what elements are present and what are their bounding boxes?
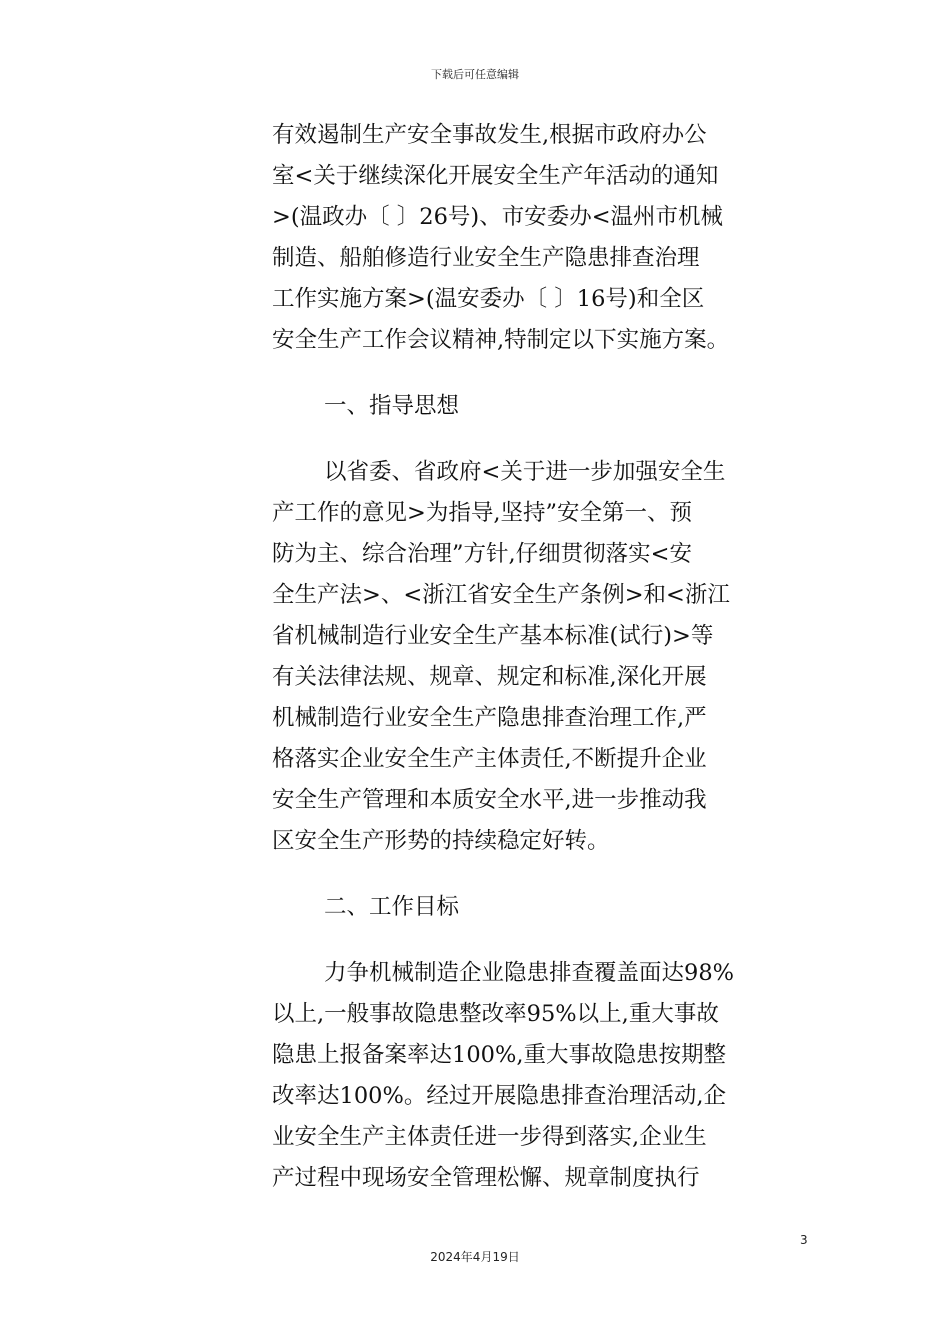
text-line: 工作实施方案>(温安委办〔 〕16号)和全区	[272, 286, 705, 312]
text-line: 防为主、综合治理”方针,仔细贯彻落实<安	[272, 541, 693, 567]
section-heading-guiding-thought: 一、指导思想	[324, 393, 460, 419]
section-heading-work-goals: 二、工作目标	[324, 894, 460, 920]
text-line: 有关法律法规、规章、规定和标准,深化开展	[272, 664, 707, 690]
text-line: 安全生产管理和本质安全水平,进一步推动我	[272, 787, 707, 813]
footer-date: 2024年4月19日	[430, 1250, 520, 1264]
text-line: 安全生产工作会议精神,特制定以下实施方案。	[272, 327, 730, 353]
text-line: 格落实企业安全生产主体责任,不断提升企业	[272, 746, 707, 772]
text-line: 全生产法>、<浙江省安全生产条例>和<浙江	[272, 582, 730, 608]
page-number: 3	[800, 1233, 808, 1247]
document-body	[272, 115, 742, 1199]
text-line: 省机械制造行业安全生产基本标准(试行)>等	[272, 623, 714, 649]
text-line: 以上,一般事故隐患整改率95%以上,重大事故	[272, 1001, 719, 1027]
text-line: 隐患上报备案率达100%,重大事故隐患按期整	[272, 1042, 726, 1068]
text-line: 力争机械制造企业隐患排查覆盖面达98%	[324, 960, 735, 986]
text-line: 机械制造行业安全生产隐患排查治理工作,严	[272, 705, 707, 731]
text-line: 制造、船舶修造行业安全生产隐患排查治理	[272, 245, 700, 271]
text-line: 有效遏制生产安全事故发生,根据市政府办公	[272, 122, 707, 148]
page-header: 下载后可任意编辑	[431, 68, 519, 81]
text-line: 区安全生产形势的持续稳定好转。	[272, 828, 610, 854]
text-line: 改率达100%。经过开展隐患排查治理活动,企	[272, 1083, 726, 1109]
text-line: 产过程中现场安全管理松懈、规章制度执行	[272, 1165, 700, 1191]
text-line: 室<关于继续深化开展安全生产年活动的通知	[272, 163, 719, 189]
text-line: 产工作的意见>为指导,坚持”安全第一、预	[272, 500, 693, 526]
text-line: 业安全生产主体责任进一步得到落实,企业生	[272, 1124, 707, 1150]
text-line: 以省委、省政府<关于进一步加强安全生	[324, 459, 726, 485]
text-line: >(温政办〔 〕26号)、市安委办<温州市机械	[272, 204, 724, 230]
